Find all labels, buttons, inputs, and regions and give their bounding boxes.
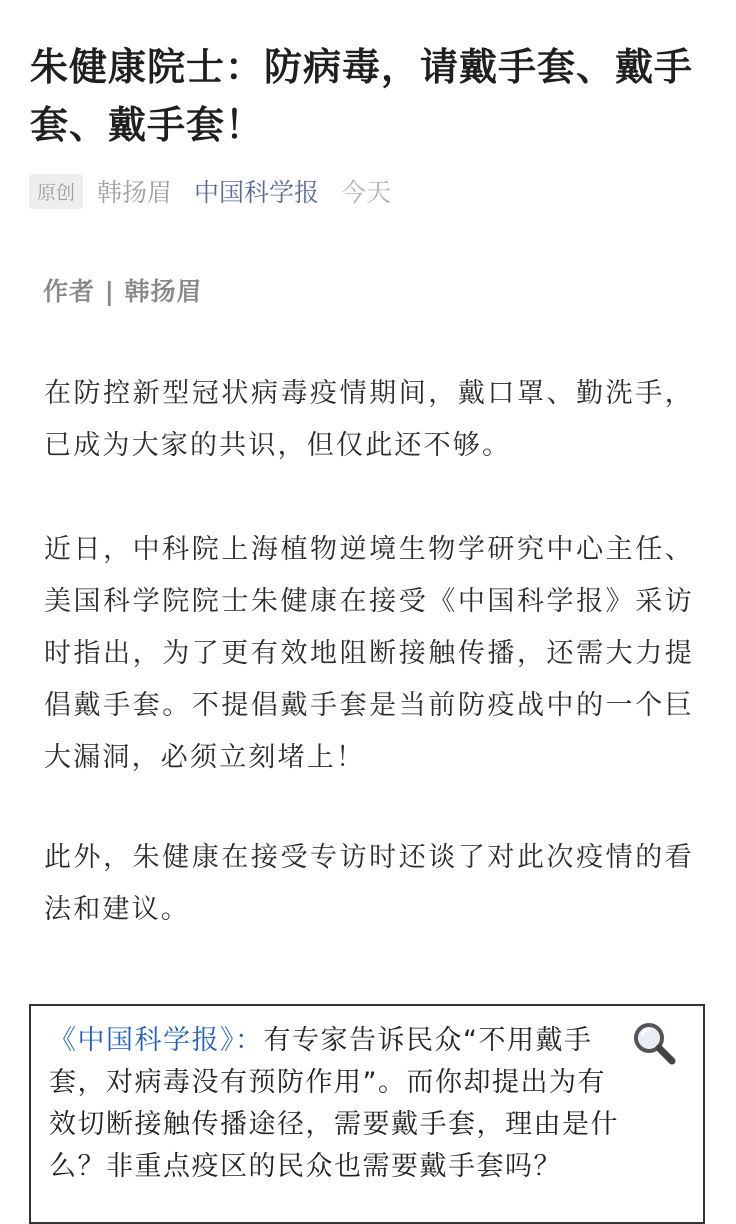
publish-date: 今天 bbox=[341, 178, 392, 207]
paragraph-2: 近日，中科院上海植物逆境生物学研究中心主任、美国科学院院士朱健康在接受《中国科学报》采访时指出，为了更有效地阻断接触传播，还需大力提倡戴手套。不提倡戴手套是当前防疫战中的一个巨大漏洞，必须立刻堵上！ bbox=[44, 534, 694, 773]
qa-question bbox=[49, 1020, 624, 1188]
paragraph-1: 在防控新型冠状病毒疫情期间，戴口罩、勤洗手，已成为大家的共识，但仅此还不够。 bbox=[44, 378, 694, 461]
search-icon[interactable] bbox=[631, 1020, 677, 1066]
article-meta bbox=[29, 172, 391, 210]
original-tag: 原创 bbox=[29, 174, 83, 209]
qa-box bbox=[29, 1004, 705, 1224]
paragraph-3: 此外，朱健康在接受专访时还谈了对此次疫情的看法和建议。 bbox=[44, 842, 694, 925]
account-link[interactable]: 中国科学报 bbox=[194, 178, 320, 207]
qa-question-text: 有专家告诉民众“不用戴手套，对病毒没有预防作用”。而你却提出为有效切断接触传播途径，需要戴手套，理由是什么？非重点疫区的民众也需要戴手套吗？ bbox=[49, 1025, 619, 1182]
qa-source: 《中国科学报》： bbox=[49, 1025, 264, 1056]
meta-author: 韩扬眉 bbox=[97, 178, 173, 207]
article-title: 朱健康院士：防病毒，请戴手套、戴手套、戴手套！ bbox=[30, 45, 694, 147]
byline: 作者 | 韩扬眉 bbox=[43, 277, 203, 306]
